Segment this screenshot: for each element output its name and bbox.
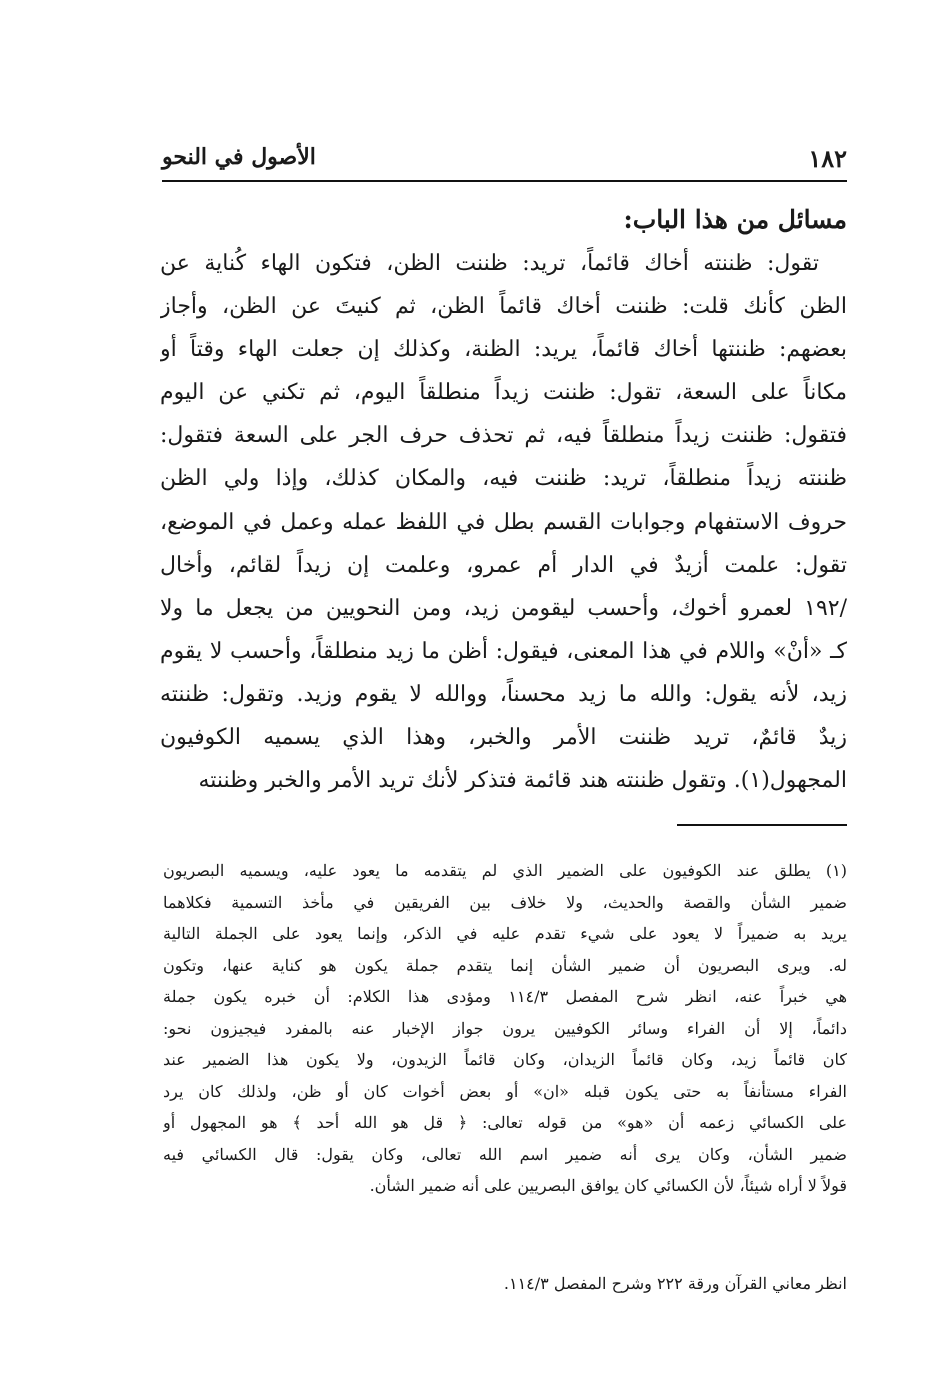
body-line: زيد، لأنه يقول: والله ما زيد محسناً، ووالله لا يقوم وزيد. وتقول: ظننته [160, 681, 847, 707]
page-header [162, 140, 847, 180]
footnote-line: ضمير الشأن والقصة والحديث، ولا خلاف بين الفريقين في مأخذ التسمية فكلاهما [163, 892, 847, 912]
footnote-line: كان قائماً زيد، وكان قائماً الزيدان، وكان قائماً الزيدون، ولا يكون هذا الضمير عند [163, 1050, 847, 1069]
body-line: كـ «أنْ» واللام في هذا المعنى، فيقول: أظن ما زيد منطلقاً، وأحسب لا يقوم [160, 638, 847, 664]
body-line: /١٩٢ لعمرو أخوك، وأحسب ليقومن زيد، ومن النحويين من يجعل ما ولا [160, 595, 847, 621]
section-heading: مسائل من هذا الباب: [623, 205, 847, 234]
body-line: بعضهم: ظننتها أخاك قائماً، يريد: الظنة، وكذلك إن جعلت الهاء وقتاً أو [160, 337, 847, 363]
footnote-divider [677, 824, 847, 826]
footnote [163, 855, 847, 1202]
body-line: الظن كأنك قلت: ظننت أخاك قائماً الظن، ثم كنيتَ عن الظن، وأجاز [160, 294, 847, 320]
footnote-line: له. ويرى البصريون أن ضمير الشأن إنما يتقدم جملة يكون هو كناية عنها، وتكون [163, 955, 847, 975]
footnote-line: على الكسائي زعمه أن «هو» من قوله تعالى: ﴿ قل هو الله أحد ﴾ هو المجهول أو [163, 1113, 847, 1132]
footnote-line: قولاً لا أراه شيئاً، لأن الكسائي كان يوافق البصريين على أنه ضمير الشأن. [369, 1176, 847, 1195]
footnote-line: (١) يطلق عند الكوفيون على الضمير الذي لم يتقدمه ما يعود عليه، ويسميه البصريون [163, 861, 847, 880]
footnote-line: الفراء مستأنفاً به حتى يكون قبله «ان» أو بعض أخوات كان أو ظن، ولذلك كان يرد [163, 1081, 847, 1101]
footnote-line: هي خبراً عنه، انظر شرح المفصل ١١٤/٣ ومؤدى هذا الكلام: أن خبره يكون جملة [163, 987, 847, 1006]
footnote-line: ضمير الشأن، وكان يرى أنه ضمير اسم الله تعالى، وكان يقول: قال الكسائي فيه [163, 1144, 847, 1164]
source-reference: انظر معاني القرآن ورقة ٢٢٢ وشرح المفصل ١١٤/٣. [503, 1274, 847, 1293]
body-line: زيدٌ قائمٌ، تريد ظننت الأمر والخبر، وهذا الذي يسميه الكوفيون [160, 725, 847, 751]
footnote-line: دائماً، إلا أن الفراء وسائر الكوفيين يرون جواز الإخبار عنه بالمفرد فيجيزون نحو: [163, 1018, 847, 1038]
body-line: فتقول: ظننت زيداً منطلقاً فيه، ثم تحذف حرف الجر على السعة فتقول: [160, 423, 847, 449]
running-title: الأصول في النحو [162, 144, 316, 170]
body-line: تقول: ظننته أخاك قائماً، تريد: ظننت الظن، فتكون الهاء كُناية عن [160, 251, 819, 276]
header-divider [162, 180, 847, 182]
body-line: مكاناً على السعة، تقول: ظننت زيداً منطلقاً اليوم، ثم تكني عن اليوم [160, 380, 847, 406]
page-number: ١٨٢ [808, 144, 847, 173]
body-line: ظننته زيداً منطلقاً، تريد: ظننت فيه، والمكان كذلك، وإذا ولي الظن [160, 466, 847, 492]
body-line: تقول: علمت أزيدٌ في الدار أم عمرو، وعلمت إن زيداً لقائم، وأخال [160, 552, 847, 578]
body-line: حروف الاستفهام وجوابات القسم بطل في اللفظ عمله وعمل في الموضع، [160, 509, 847, 535]
body-line: المجهول(١). وتقول ظننته هند قائمة فتذكر لأنك تريد الأمر والخبر وظننته [198, 768, 847, 794]
main-text [160, 242, 847, 802]
footnote-line: يريد به ضميراً لا يعود على شيء تقدم عليه في الذكر، وإنما يعود على الجملة التالية [163, 924, 847, 943]
